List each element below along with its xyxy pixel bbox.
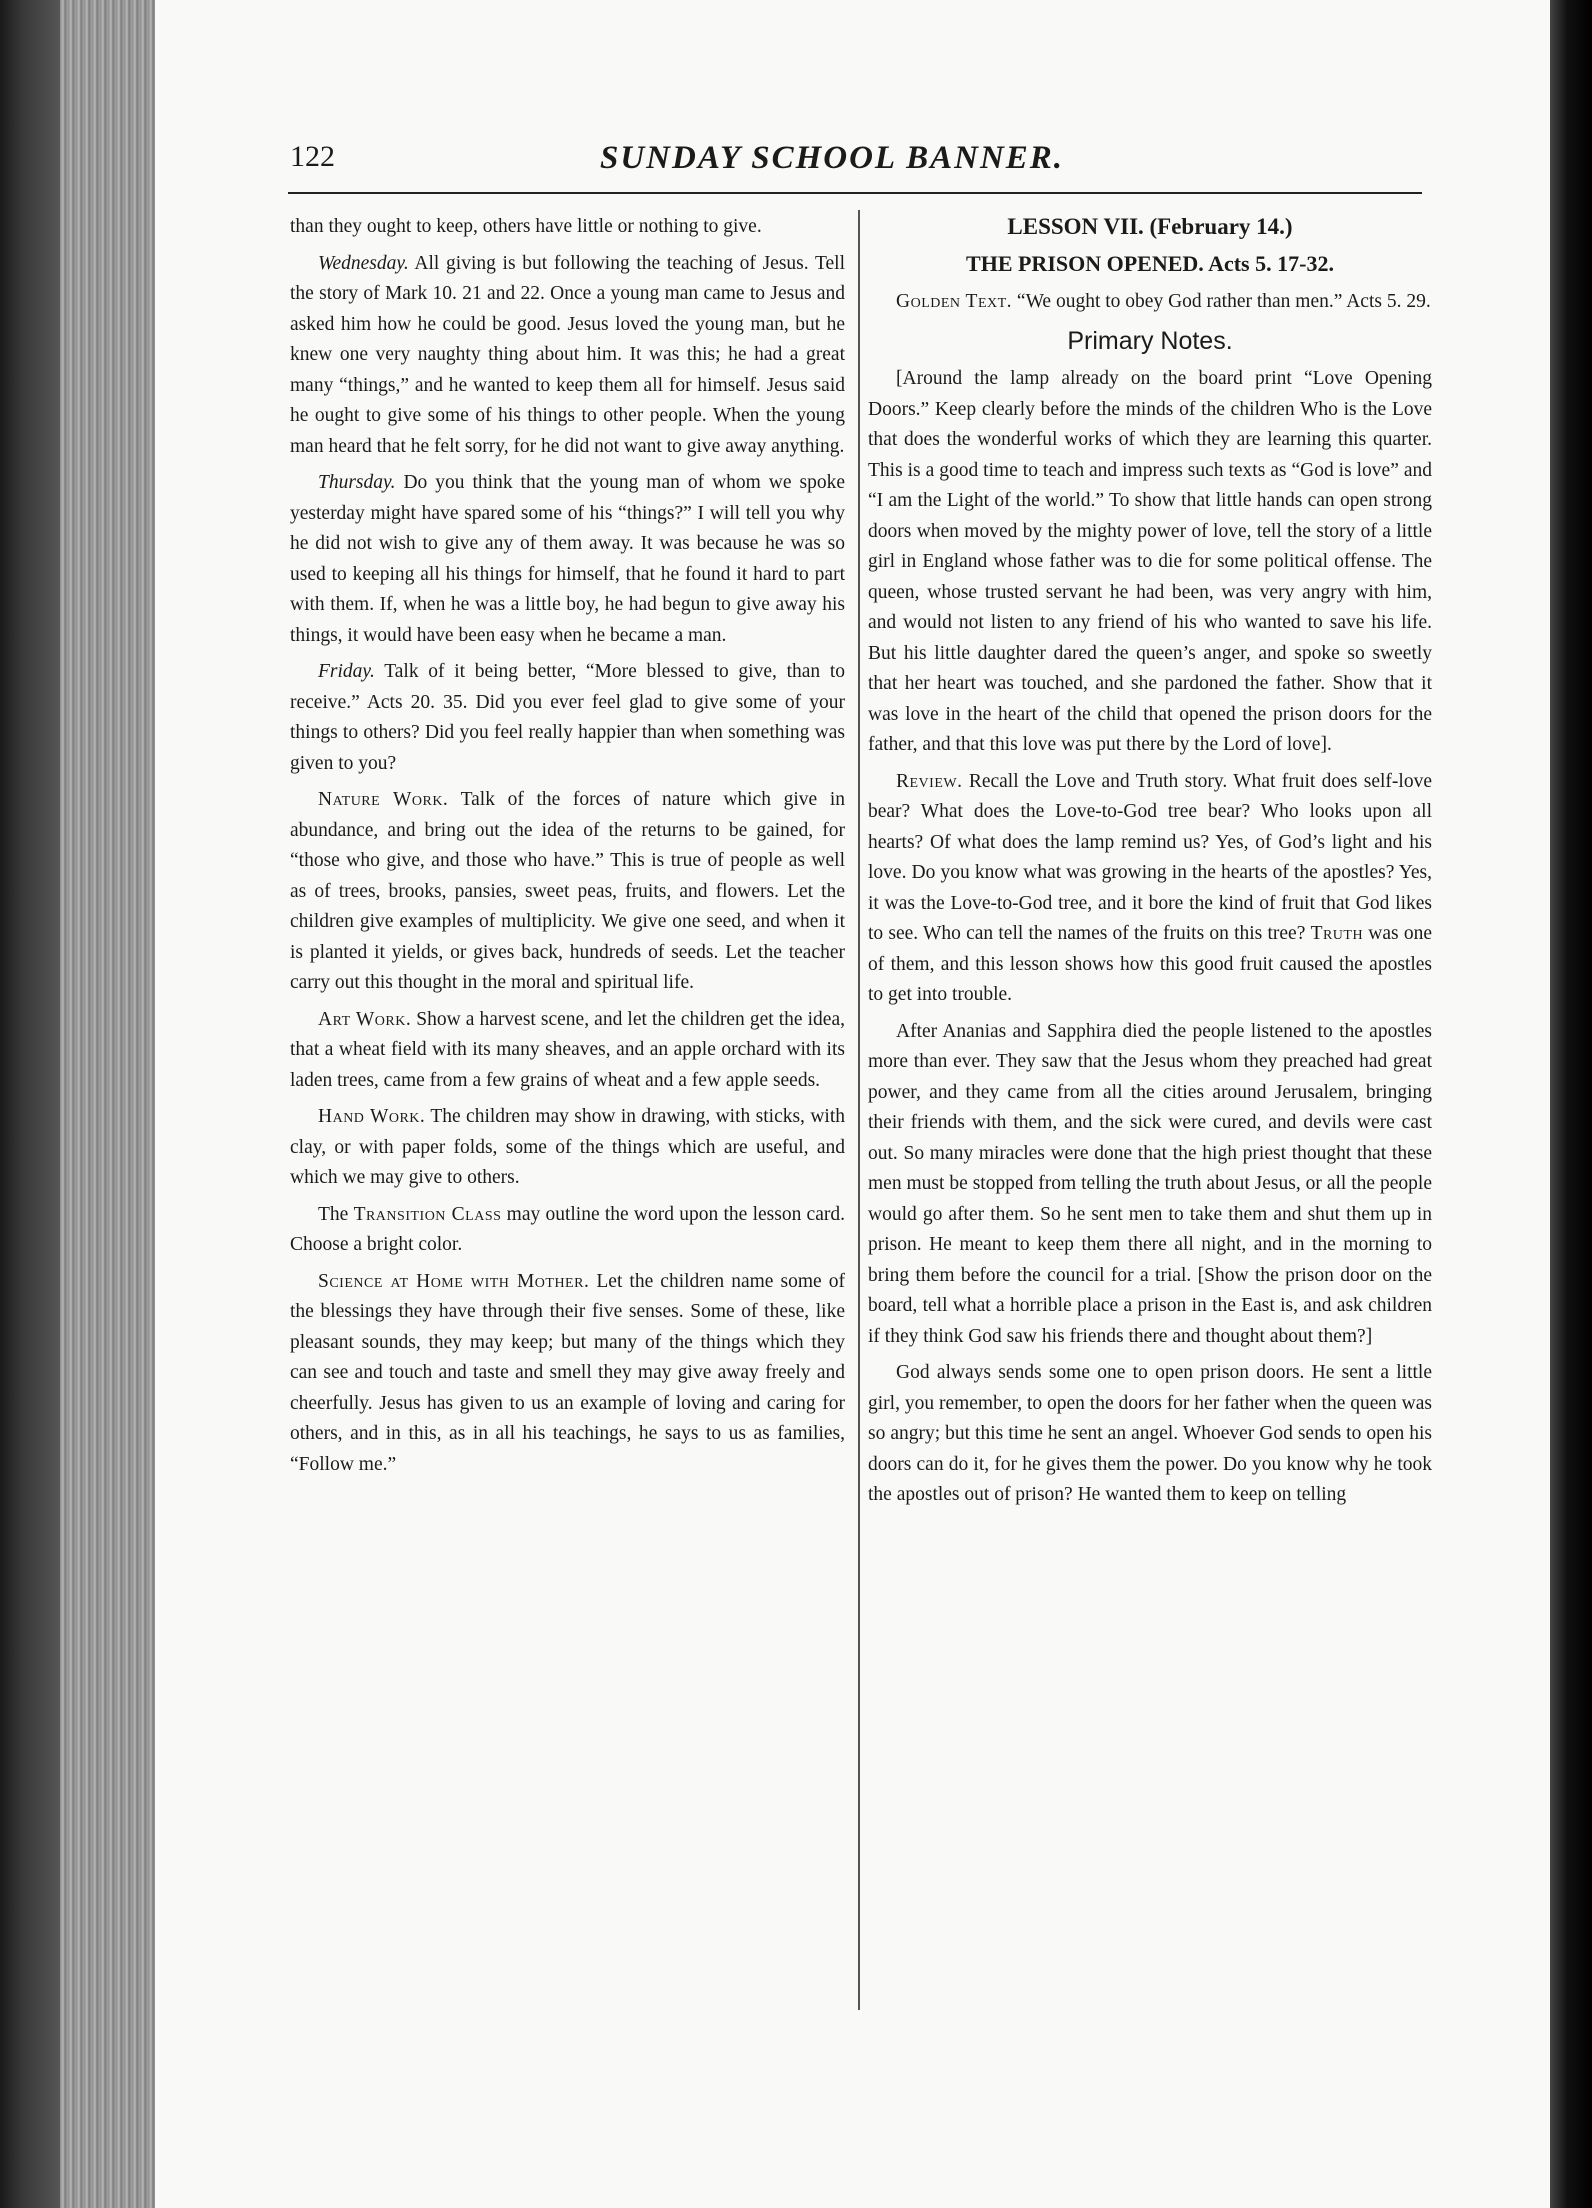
paragraph-thursday: Thursday. Do you think that the young man of whom we spoke yesterday might have spared some of his “things?” I will tell you why he did not wish to give any of them away. It was because he was so used to keeping all his things for himself, that he found it hard to part with them. If, when he was a little boy, he had begun to give away his things, it would have been easy when he became a man. <box>290 472 845 646</box>
page-edges <box>60 0 155 2208</box>
running-head <box>290 140 1422 190</box>
paragraph-science-at-home: Science at Home with Mother. Let the children name some of the blessings they have through their five senses. Some of these, like pleasant sounds, they may keep; but many of the things which they can see and touch and taste and smell they may give away freely and cheerfully. Jesus has given to us an example of loving and caring for others, and in this, as in all his teachings, he says to us as families, “Follow me.” <box>290 1270 845 1475</box>
paragraph-art-work: Art Work. Show a harvest scene, and let the children get the idea, that a wheat field with its many sheaves, and an apple orchard with its laden trees, came from a few grains of wheat and a few apple seeds. <box>290 1008 845 1091</box>
section-heading: Primary Notes. <box>1067 326 1233 355</box>
left-column <box>290 212 845 1486</box>
paragraph-ananias: After Ananias and Sapphira died the people listened to the apostles more than ever. They saw that the Jesus whom they preached had great power, and they came from all the cities around Jerusalem, bringing their friends with them, and the sick were cured, and devils were cast out. So many miracles were done that the high priest thought that these men must be stopped from telling the truth about Jesus, or all the people would go after them. So he sent men to take them and shut them up in prison. He meant to keep them there all night, and in the morning to bring them before the council for a trial. [Show the prison door on the board, tell what a horrible place a prison in the East is, and ask children if they think God saw his friends there and thought about them?] <box>868 1020 1432 1347</box>
journal-title: SUNDAY SCHOOL BANNER. <box>600 140 1065 176</box>
right-column <box>868 212 1432 1517</box>
column-divider <box>858 210 860 2010</box>
paragraph-lamp-instructions: [Around the lamp already on the board print “Love Opening Doors.” Keep clearly before the minds of the children Who is the Love that does the wonderful works of which they are learning this quarter. This is a good time to teach and impress such texts as “God is love” and “I am the Light of the world.” To show that little hands can open strong doors when moved by the mighty power of love, tell the story of a little girl in England whose father was to die for some political offense. The queen, whose trusted servant he had been, was very angry with him, and would not listen to any friend of his who wanted to save his life. But his little daughter dared the queen’s anger, and spoke so sweetly that her heart was touched, and she pardoned the father. Show that it was love in the heart of the child that opened the prison doors for the father, and that this love was put there by the Lord of love]. <box>868 368 1432 755</box>
paragraph-transition-class: The Transition Class may outline the word upon the lesson card. Choose a bright color. <box>290 1203 845 1255</box>
book-binding-left <box>0 0 60 2208</box>
paragraph-review: Review. Recall the Love and Truth story. What fruit does self-love bear? What does the Love-to-God tree bear? Who looks upon all hearts? Of what does the lamp remind us? Yes, of God’s light and his love. Do you know what was growing in the hearts of the apostles? Yes, it was the Love-to-God tree, and it bore the kind of fruit that God likes to see. Who can tell the names of the fruits on this tree? Truth was one of them, and this lesson shows how this good fruit caused the apostles to get into trouble. <box>868 770 1432 1005</box>
page-number: 122 <box>290 140 335 173</box>
paragraph: than they ought to keep, others have little or nothing to give. <box>290 216 762 237</box>
paragraph-nature-work: Nature Work. Talk of the forces of nature which give in abundance, and bring out the idea of the returns to be gained, for “those who give, and those who have.” This is true of people as well as of trees, brooks, pansies, sweet peas, fruits, and flowers. Let the children give examples of multiplicity. We give one seed, and when it is planted it yields, or gives back, hundreds of seeds. Let the teacher carry out this thought in the moral and spiritual life. <box>290 789 845 993</box>
paragraph-friday: Friday. Talk of it being better, “More blessed to give, than to receive.” Acts 20. 35. Did you ever feel glad to give some of your things to others? Did you feel really happier than when something was given to you? <box>290 661 845 774</box>
golden-text: Golden Text. “We ought to obey God rather than men.” Acts 5. 29. <box>896 291 1431 312</box>
paragraph-wednesday: Wednesday. All giving is but following the teaching of Jesus. Tell the story of Mark 10. 21 and 22. Once a young man came to Jesus and asked him how he could be good. Jesus loved the young man, but he knew one very naughty thing about him. It was this; he had a great many “things,” and he wanted to keep them all for himself. Jesus said he ought to give some of his things to other people. When the young man heard that he felt sorry, for he did not want to give away anything. <box>290 252 845 457</box>
header-rule <box>288 192 1422 194</box>
lesson-subject-heading: THE PRISON OPENED. Acts 5. 17-32. <box>966 250 1334 276</box>
lesson-heading: LESSON VII. (February 14.) <box>1007 214 1293 239</box>
paragraph-prison-doors: God always sends some one to open prison doors. He sent a little girl, you remember, to open the doors for her father when the queen was so angry; but this time he sent an angel. Whoever God sends to open his doors can do it, for he gives them the power. Do you know why he took the apostles out of prison? He wanted them to keep on telling <box>868 1362 1432 1505</box>
paragraph-hand-work: Hand Work. The children may show in drawing, with sticks, with clay, or with paper folds, some of the things which are useful, and which we may give to others. <box>290 1106 845 1188</box>
book-binding-right <box>1550 0 1592 2208</box>
